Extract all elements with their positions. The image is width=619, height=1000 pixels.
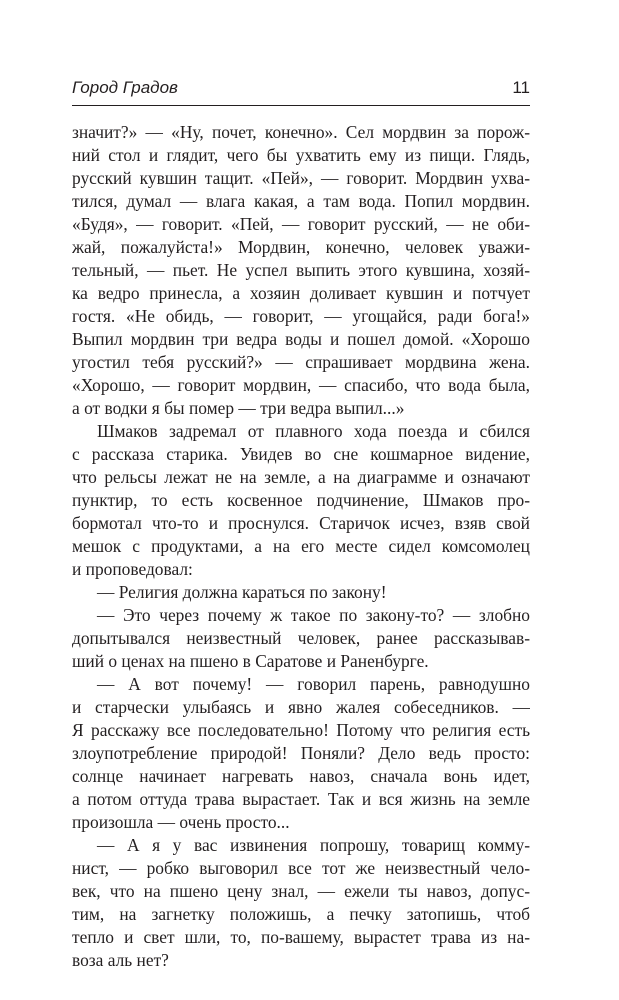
text-line: злоупотребление природой! Поняли? Дело ведь просто: [72, 743, 530, 763]
text-line: нист, — робко выговорил все тот же неизвестный чело- [72, 858, 530, 878]
text-line: и проповедовал: [72, 559, 193, 579]
text-line: тепло и свет шли, то, по-вашему, вырастет трава из на- [72, 927, 530, 947]
text-line: Я расскажу все последовательно! Потому что религия есть [72, 720, 530, 740]
text-line: а от водки я бы помер — три ведра выпил...» [72, 398, 405, 418]
text-line: — А я у вас извинения попрошу, товарищ комму- [97, 835, 530, 855]
text-line: гостя. «Не обидь, — говорит, — угощайся, ради бога!» [72, 306, 530, 326]
text-line: Шмаков задремал от плавного хода поезда и сбился [97, 421, 530, 441]
text-line: — Религия должна караться по закону! [97, 582, 387, 602]
header-rule [72, 105, 530, 106]
text-line: воза аль нет? [72, 950, 169, 970]
text-line: угостил тебя русский?» — спрашивает мордвина жена. [72, 352, 530, 372]
text-line: а потом оттуда трава вырастает. Так и вся жизнь на земле [72, 789, 530, 809]
text-line: ний стол и глядит, чего бы ухватить ему из пищи. Глядь, [72, 145, 530, 165]
running-header [72, 78, 530, 104]
text-line: что рельсы лежат не на земле, а на диаграмме и означают [72, 467, 530, 487]
body-text [72, 121, 530, 972]
text-line: век, что на пшено цену знал, — ежели ты навоз, допус- [72, 881, 530, 901]
text-line: «Будя», — говорит. «Пей, — говорит русский, — не оби- [72, 214, 530, 234]
text-line: допытывался неизвестный человек, ранее рассказывав- [72, 628, 530, 648]
text-line: русский кувшин тащит. «Пей», — говорит. Мордвин ухва- [72, 168, 530, 188]
running-title: Город Градов [72, 78, 178, 97]
text-line: солнце начинает нагревать навоз, сначала вонь идет, [72, 766, 530, 786]
text-line: — А вот почему! — говорил парень, равнодушно [97, 674, 530, 694]
text-line: бормотал что-то и проснулся. Старичок исчез, взяв свой [72, 513, 530, 533]
text-line: мешок с продуктами, а на его месте сидел комсомолец [72, 536, 530, 556]
text-line: Выпил мордвин три ведра воды и пошел домой. «Хорошо [72, 329, 530, 349]
text-line: жай, пожалуйста!» Мордвин, конечно, человек уважи- [72, 237, 530, 257]
page-number: 11 [512, 78, 530, 97]
text-line: «Хорошо, — говорит мордвин, — спасибо, что вода была, [72, 375, 530, 395]
text-line: ший о ценах на пшено в Саратове и Раненбурге. [72, 651, 429, 671]
text-line: и старчески улыбаясь и явно жалея собеседников. — [72, 697, 530, 717]
text-line: с рассказа старика. Увидев во сне кошмарное видение, [72, 444, 530, 464]
text-line: пунктир, то есть косвенное подчинение, Шмаков про- [72, 490, 530, 510]
text-line: произошла — очень просто... [72, 812, 290, 832]
text-line: тельный, — пьет. Не успел выпить этого кувшина, хозяй- [72, 260, 530, 280]
text-line: тим, на загнетку положишь, а печку затопишь, чтоб [72, 904, 530, 924]
text-line: ка ведро принесла, а хозяин доливает кувшин и потчует [72, 283, 530, 303]
text-line: тился, думал — влага какая, а там вода. Попил мордвин. [72, 191, 530, 211]
text-line: — Это через почему ж такое по закону-то? — злобно [97, 605, 530, 625]
text-line: значит?» — «Ну, почет, конечно». Сел мордвин за порож- [72, 122, 530, 142]
